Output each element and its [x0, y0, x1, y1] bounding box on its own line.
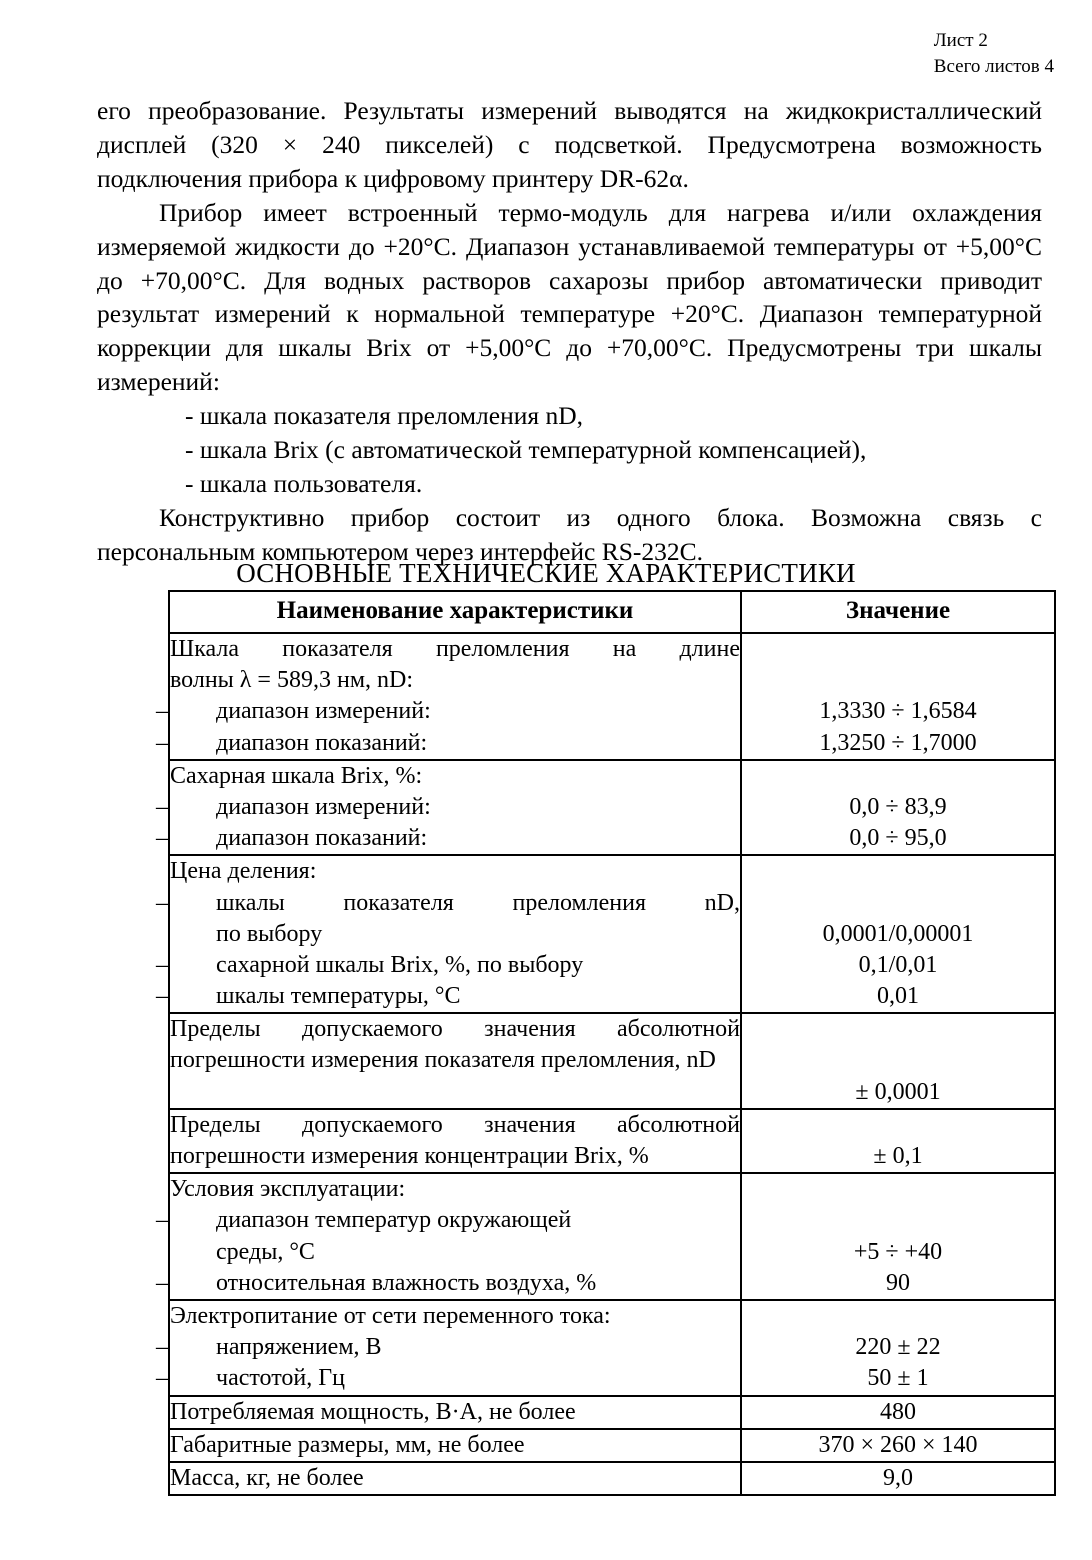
row-lead: Условия эксплуатации: [170, 1176, 406, 1203]
row-sub [156, 1363, 740, 1394]
row-name-cell [156, 855, 741, 1013]
row-value: 480 [880, 1398, 916, 1425]
row-value: 0,0 ÷ 83,9 [849, 793, 947, 820]
row-lead: Шкала показателя преломления на длине [170, 636, 740, 662]
specifications-table [156, 590, 1056, 1496]
row-sub [156, 888, 740, 919]
row-sub-label: напряжением, В [216, 1334, 382, 1361]
row-sub [156, 823, 740, 854]
row-name-cell [156, 1173, 741, 1300]
row-value: 0,1/0,01 [858, 951, 938, 978]
dash-icon: – [156, 889, 168, 916]
row-name-cell [169, 1396, 741, 1429]
row-value-cell [741, 855, 1055, 1013]
table-row [169, 1109, 1055, 1173]
table-row [169, 633, 1055, 760]
row-value: 9,0 [883, 1464, 913, 1491]
row-value-cell [741, 1109, 1055, 1173]
row-value-cell [741, 1396, 1055, 1429]
row-lead: Габаритные размеры, мм, не более [170, 1431, 525, 1458]
row-sub [156, 1205, 740, 1236]
list-item: - шкала Brix (с автоматической температурной компенсацией), [185, 435, 867, 465]
row-sub-label: диапазон измерений: [216, 793, 431, 820]
row-name-cell [169, 1462, 741, 1495]
row-value-cell [741, 1013, 1055, 1109]
row-value: 50 ± 1 [867, 1365, 929, 1392]
table-row [169, 1173, 1055, 1300]
list-item: - шкала показателя преломления nD, [185, 401, 584, 431]
dash-icon: – [156, 729, 168, 756]
row-value: +5 ÷ +40 [853, 1238, 943, 1265]
row-value: 90 [886, 1269, 910, 1296]
sheet-number: Лист 2 [933, 30, 988, 51]
dash-icon: – [156, 1269, 168, 1296]
dash-icon: – [156, 951, 168, 978]
row-sub [156, 792, 740, 823]
row-value-cell [741, 1300, 1055, 1396]
row-name-cell [169, 1013, 741, 1109]
dash-icon: – [156, 983, 168, 1010]
row-sub [156, 981, 740, 1012]
table-row [169, 855, 1055, 1013]
table-row [169, 1013, 1055, 1109]
row-lead: Масса, кг, не более [170, 1464, 364, 1491]
row-value: 0,0 ÷ 95,0 [849, 825, 947, 852]
row-sub-label: диапазон показаний: [216, 729, 428, 756]
row-lead: Сахарная шкала Brix, %: [170, 762, 423, 789]
page-header [934, 28, 1054, 79]
row-value-cell [741, 1173, 1055, 1300]
row-sub-label: сахарной шкалы Brix, %, по выбору [216, 951, 584, 978]
row-sub-label: частотой, Гц [216, 1365, 345, 1392]
table-header-row [169, 591, 1055, 633]
row-lead: Пределы допускаемого значения абсолютной погрешности измерения концентрации Brix, % [170, 1111, 740, 1169]
row-sub [156, 696, 740, 727]
dash-icon: – [156, 1334, 168, 1361]
table-row [169, 1396, 1055, 1429]
row-name-cell [156, 760, 741, 856]
row-sub-label: относительная влажность воздуха, % [216, 1269, 597, 1296]
column-header-name: Наименование характеристики [169, 591, 741, 633]
dash-icon: – [156, 698, 168, 725]
row-sub-label: шкалы показателя преломления nD, [216, 889, 740, 916]
row-sub [156, 1268, 740, 1299]
row-sub [156, 950, 740, 981]
dash-icon: – [156, 1365, 168, 1392]
row-sub-label: диапазон измерений: [216, 698, 431, 725]
row-sub-label: диапазон температур окружающей [216, 1207, 572, 1234]
dash-icon: – [156, 793, 168, 820]
row-lead-2: волны λ = 589,3 нм, nD: [170, 667, 413, 694]
table-row [169, 1300, 1055, 1396]
row-lead: Цена деления: [170, 858, 317, 885]
scales-list [97, 399, 1042, 501]
row-value: ± 0,0001 [855, 1078, 941, 1105]
row-value-cell [741, 1429, 1055, 1462]
dash-icon: – [156, 825, 168, 852]
row-lead: Потребляемая мощность, В·А, не более [170, 1398, 576, 1425]
row-lead: Электропитание от сети переменного тока: [170, 1302, 611, 1329]
table-row [169, 1429, 1055, 1462]
row-value: 370 × 260 × 140 [818, 1431, 978, 1458]
list-item: - шкала пользователя. [185, 468, 423, 498]
paragraph-1: его преобразование. Результаты измерений выводятся на жидкокристаллический дисплей (320 × 240 пикселей) с подсветкой. Предусмотрена возможность подключения прибора к цифровому принтеру DR-62α. [97, 96, 1042, 193]
row-name-cell [156, 1300, 741, 1396]
row-sub [156, 728, 740, 759]
dash-icon: – [156, 1207, 168, 1234]
table-title: ОСНОВНЫЕ ТЕХНИЧЕСКИЕ ХАРАКТЕРИСТИКИ [236, 558, 856, 588]
row-value-cell [741, 760, 1055, 856]
row-value: 0,0001/0,00001 [822, 920, 974, 947]
table-row [169, 760, 1055, 856]
row-value: 0,01 [877, 983, 919, 1010]
body-text [97, 94, 1042, 569]
row-value: 220 ± 22 [855, 1334, 941, 1361]
row-sub-label: шкалы температуры, °С [216, 983, 461, 1010]
row-sub [156, 1332, 740, 1363]
row-value-cell [741, 633, 1055, 760]
column-header-value: Значение [741, 591, 1055, 633]
row-lead: Пределы допускаемого значения абсолютной погрешности измерения показателя преломления, nD [170, 1016, 740, 1074]
row-name-cell [156, 633, 741, 760]
row-value: 1,3250 ÷ 1,7000 [819, 729, 977, 756]
row-value-cell [741, 1462, 1055, 1495]
row-sub-continuation: среды, °С [216, 1238, 315, 1265]
row-sub-label: диапазон показаний: [216, 825, 428, 852]
paragraph-3: Конструктивно прибор состоит из одного блока. Возможна связь с персональным компьютером через интерфейс RS-232C. [97, 502, 1042, 566]
table-row [169, 1462, 1055, 1495]
paragraph-2: Прибор имеет встроенный термо-модуль для нагрева и/или охлаждения измеряемой жидкости до +20°С. Диапазон устанавливаемой температуры от +5,00°С до +70,00°С. Для водных растворов сахарозы прибор автоматически приводит результат измерений к нормальной температуре +20°С. Диапазон температурной коррекции для шкалы Brix от +5,00°С до +70,00°С. Предусмотрены три шкалы измерений: [97, 197, 1042, 397]
row-name-cell [169, 1109, 741, 1173]
sheet-total: Всего листов 4 [933, 55, 1054, 77]
row-sub-continuation: по выбору [216, 920, 323, 947]
row-value: ± 0,1 [873, 1143, 923, 1169]
row-value: 1,3330 ÷ 1,6584 [819, 698, 977, 725]
row-name-cell [169, 1429, 741, 1462]
